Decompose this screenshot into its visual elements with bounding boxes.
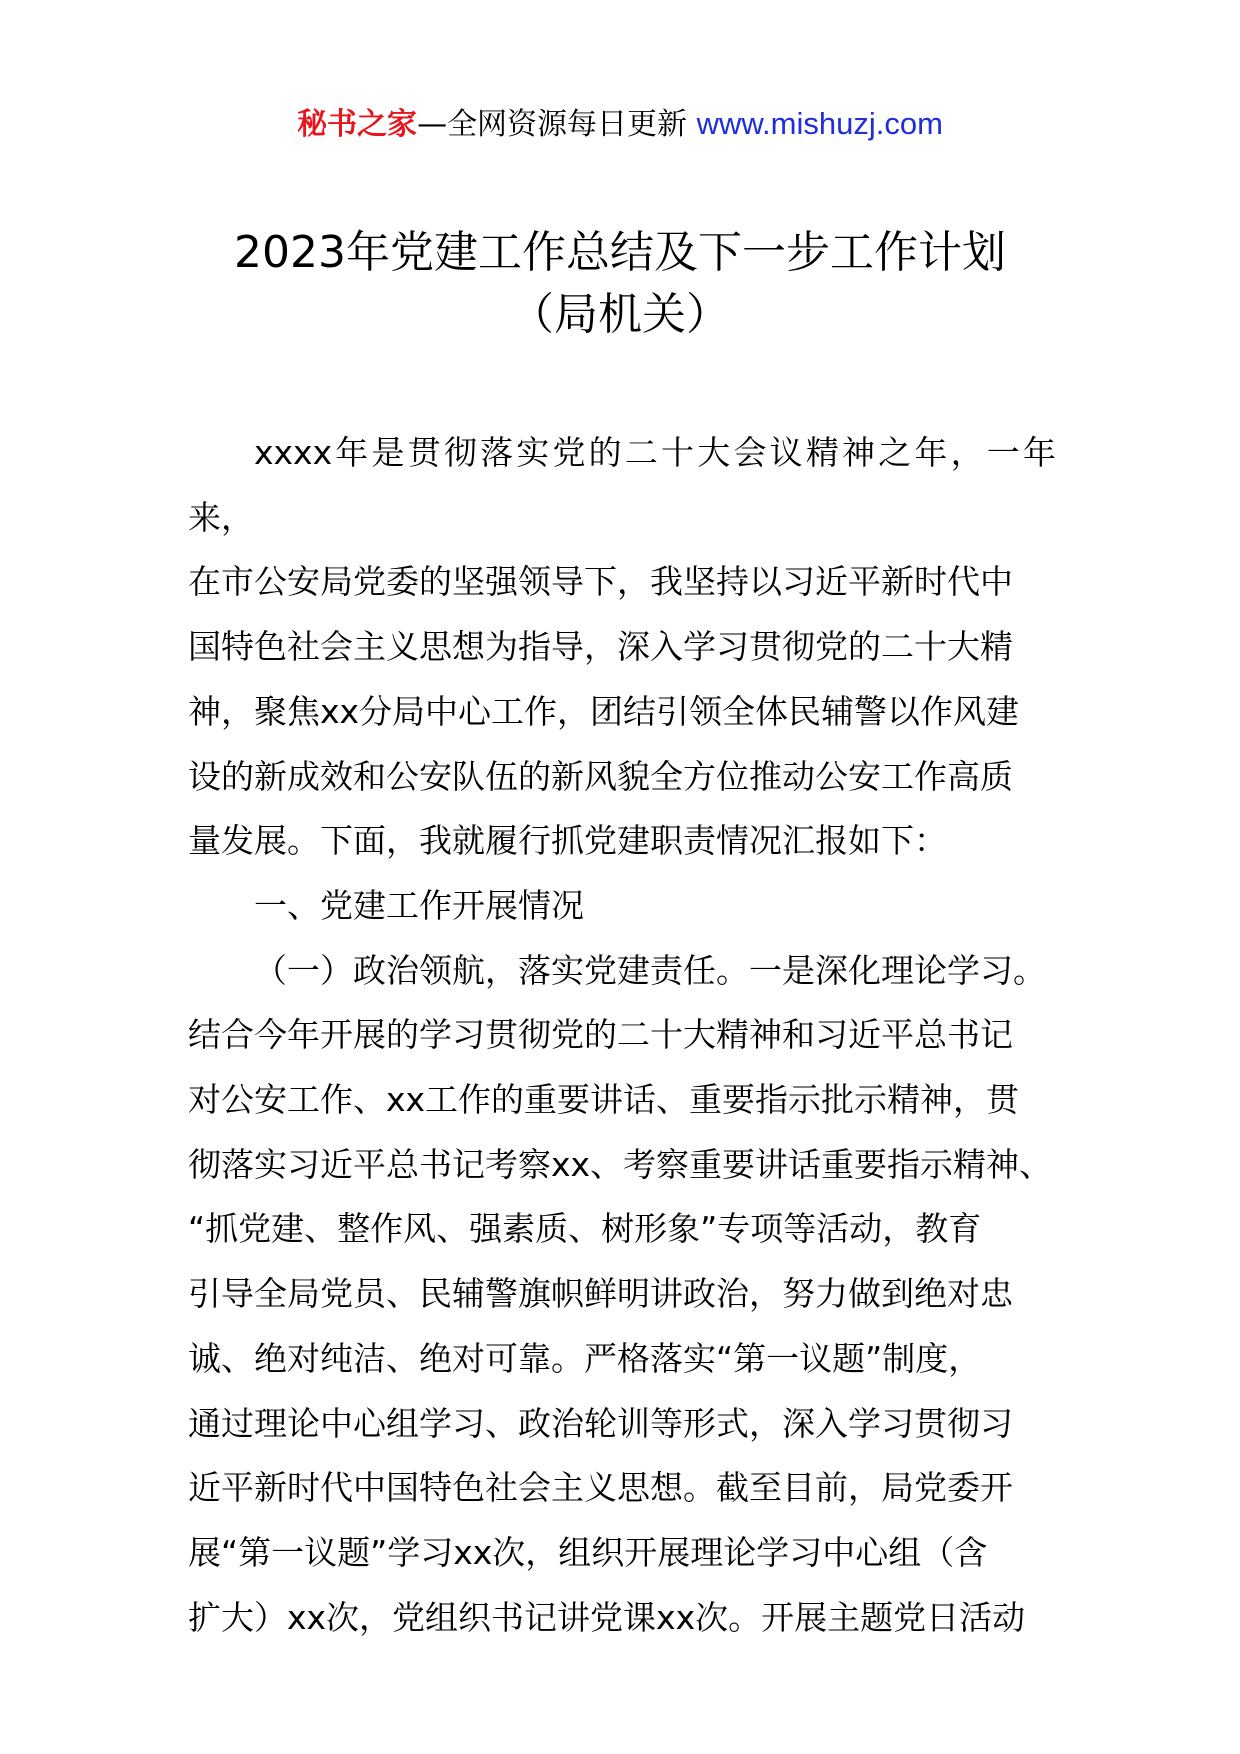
- intro-paragraph: xxxx年是贯彻落实党的二十大会议精神之年，一年来， 在市公安局党委的坚强领导下，我坚持以习近平新时代中 国特色社会主义思想为指导，深入学习贯彻党的二十大精 神，聚焦xx分局中心工作，团结引领全体民辅警以作风建 设的新成效和公安队伍的新风貌全方位推动公安工作高质 量发展。下面，我就履行抓党建职责情况汇报如下：: [188, 433, 1056, 861]
- section-paragraph: （一）政治领航，落实党建责任。一是深化理论学习。 结合今年开展的学习贯彻党的二十大精神和习近平总书记 对公安工作、xx工作的重要讲话、重要指示批示精神，贯 彻落实习近平总书记考察xx、考察重要讲话重要指示精神、 “抓党建、整作风、强素质、树形象”专项等活动，教育 引导全局党员、民辅警旗帜鲜明讲政治，努力做到绝对忠 诚、绝对纯洁、绝对可靠。严格落实“第一议题”制度， 通过理论中心组学习、政治轮训等形式，深入学习贯彻习 近平新时代中国特色社会主义思想。截至目前，局党委开 展“第一议题”学习xx次，组织开展理论学习中心组（含 扩大）xx次，党组织书记讲党课xx次。开展主题党日活动: [188, 950, 1053, 1637]
- banner-slogan: —全网资源每日更新: [417, 107, 688, 142]
- title-line-2: （局机关）: [510, 289, 730, 340]
- document-body: [188, 421, 1056, 1650]
- site-banner: [0, 102, 1240, 147]
- brand-name: 秘书之家: [297, 107, 418, 142]
- section-heading: 一、党建工作开展情况: [254, 885, 584, 925]
- title-line-1: 2023年党建工作总结及下一步工作计划: [234, 227, 1006, 278]
- document-title: [0, 222, 1240, 346]
- site-link[interactable]: www.mishuzj.com: [696, 106, 943, 141]
